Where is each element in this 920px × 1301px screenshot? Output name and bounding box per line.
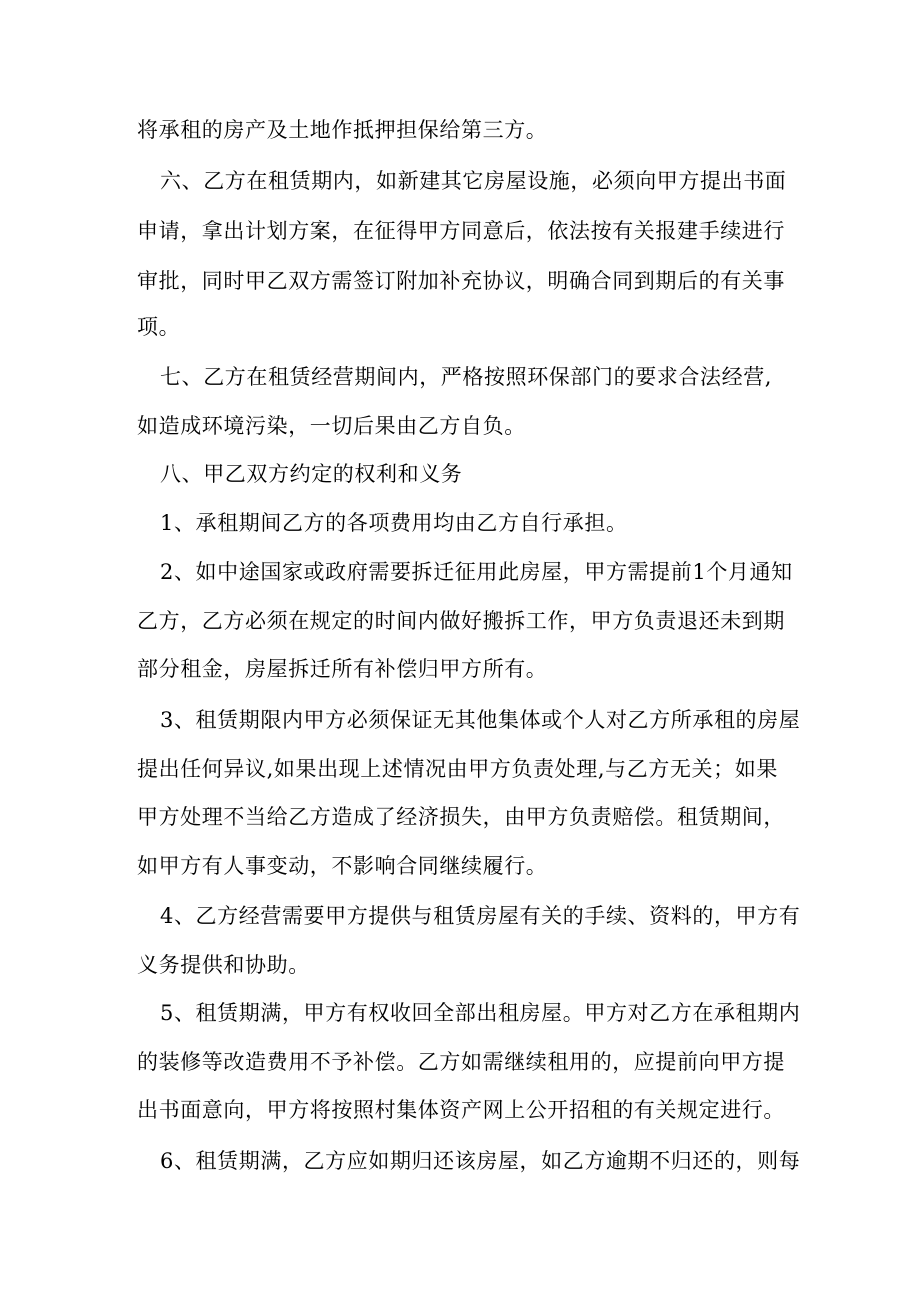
- paragraph-6-line-4: 项。: [137, 315, 181, 339]
- item-4-line-2: 义务提供和协助。: [137, 953, 310, 977]
- item-3-line-3: 甲方处理不当给乙方造成了经济损失，由甲方负责赔偿。租赁期间，: [137, 805, 785, 829]
- paragraph-6-line-1: 六、乙方在租赁期内，如新建其它房屋设施，必须向甲方提出书面: [160, 169, 787, 193]
- paragraph-6-line-3: 审批，同时甲乙双方需签订附加补充协议，明确合同到期后的有关事: [137, 269, 785, 293]
- item-5-line-2: 的装修等改造费用不予补偿。乙方如需继续租用的，应提前向甲方提: [137, 1050, 785, 1074]
- item-6-line-1: 6、租赁期满，乙方应如期归还该房屋，如乙方逾期不归还的，则每: [160, 1149, 801, 1173]
- text-line-1: 将承租的房产及土地作抵押担保给第三方。: [137, 118, 548, 142]
- item-4-line-1: 4、乙方经营需要甲方提供与租赁房屋有关的手续、资料的，甲方有: [160, 904, 801, 928]
- item-3-line-2: 提出任何异议,如果出现上述情况由甲方负责处理,与乙方无关；如果: [137, 757, 778, 781]
- item-1-line-1: 1、承租期间乙方的各项费用均由乙方自行承担。: [160, 511, 628, 535]
- item-3-line-4: 如甲方有人事变动，不影响合同继续履行。: [137, 854, 548, 878]
- item-5-line-1: 5、租赁期满，甲方有权收回全部出租房屋。甲方对乙方在承租期内: [160, 1001, 801, 1025]
- item-5-line-3: 出书面意向，甲方将按照村集体资产网上公开招租的有关规定进行。: [137, 1098, 785, 1122]
- item-2-line-1: 2、如中途国家或政府需要拆迁征用此房屋，甲方需提前1个月通知: [160, 560, 793, 584]
- paragraph-7-line-2: 如造成环境污染，一切后果由乙方自负。: [137, 414, 526, 438]
- paragraph-7-line-1: 七、乙方在租赁经营期间内，严格按照环保部门的要求合法经营,: [160, 365, 773, 389]
- item-2-line-3: 部分租金，房屋拆迁所有补偿归甲方所有。: [137, 657, 548, 681]
- section-8-heading: 八、甲乙双方约定的权利和义务: [160, 462, 463, 486]
- paragraph-6-line-2: 申请，拿出计划方案，在征得甲方同意后，依法按有关报建手续进行: [137, 219, 785, 243]
- item-2-line-2: 乙方，乙方必须在规定的时间内做好搬拆工作，甲方负责退还未到期: [137, 609, 785, 633]
- item-3-line-1: 3、租赁期限内甲方必须保证无其他集体或个人对乙方所承租的房屋: [160, 708, 801, 732]
